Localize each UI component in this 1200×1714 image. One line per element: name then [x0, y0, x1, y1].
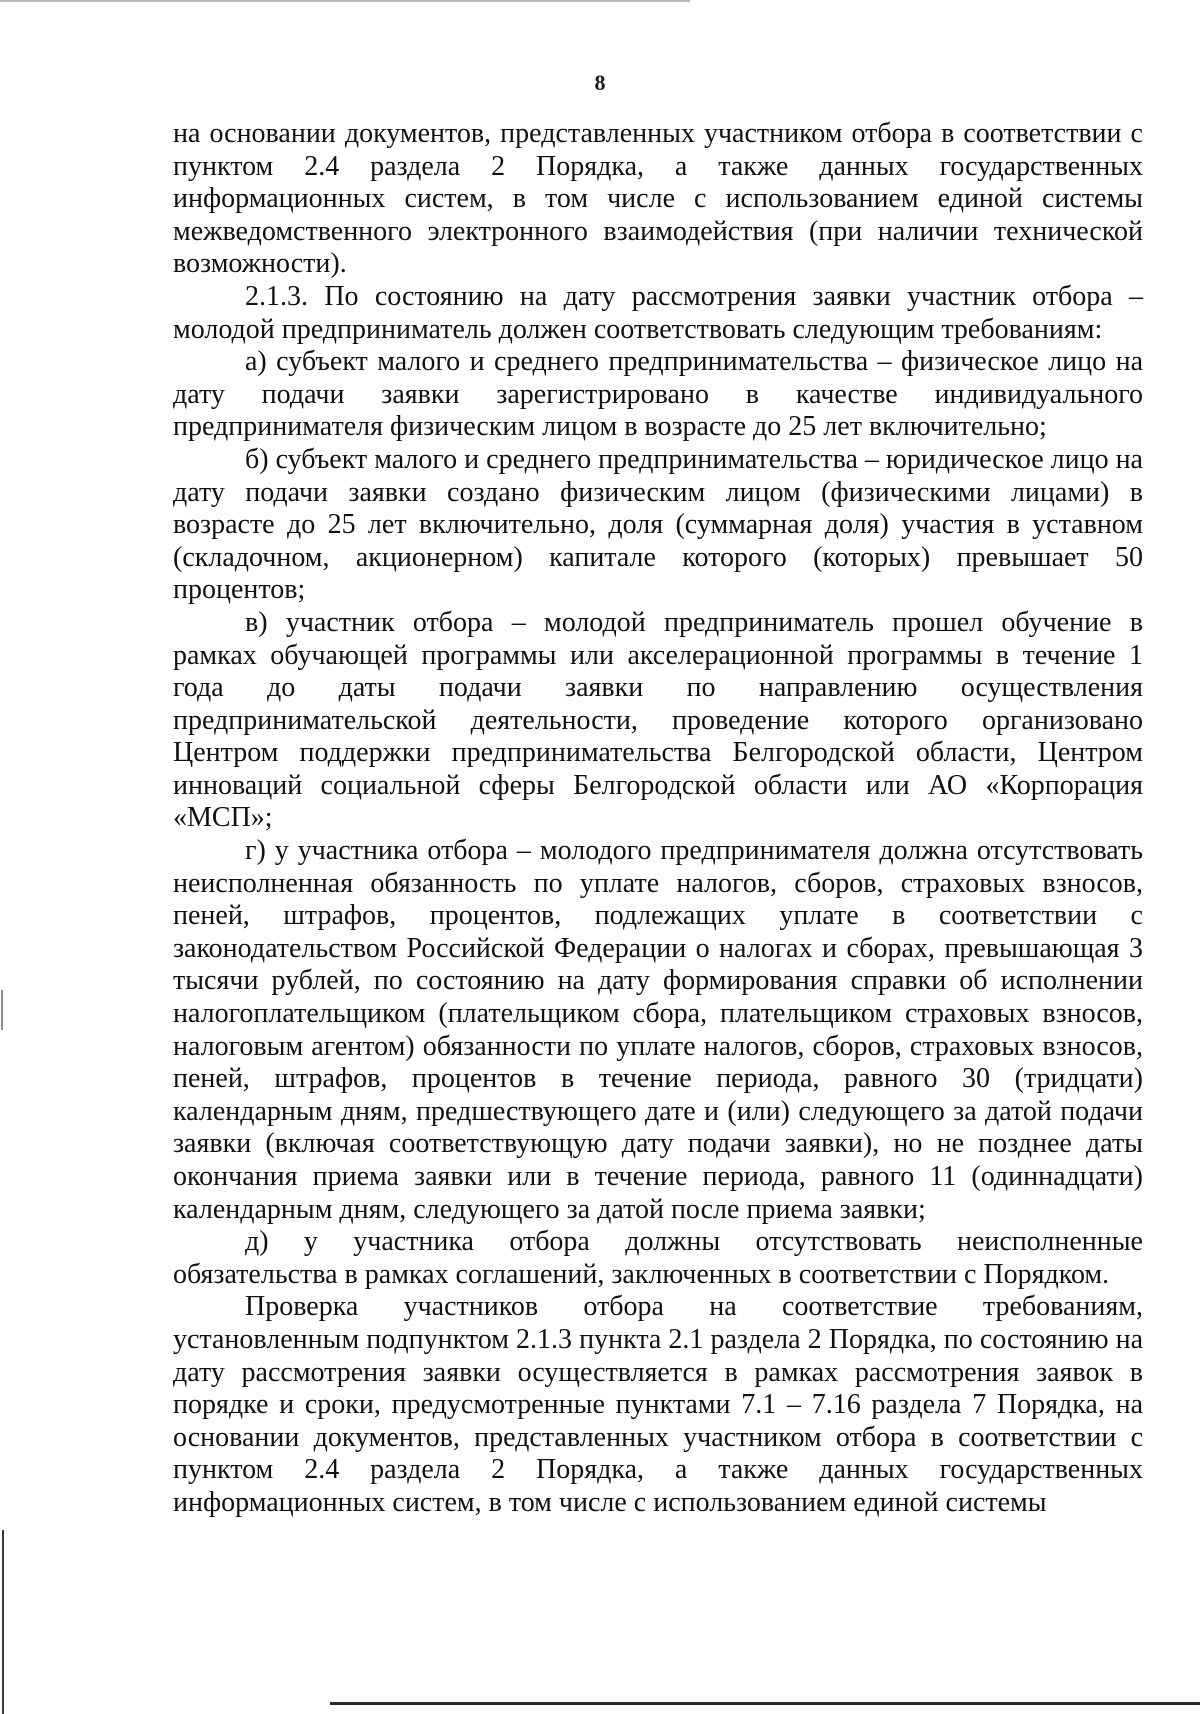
paragraph-item-b: б) субъект малого и среднего предпринимательства – юридическое лицо на дату подачи заявки создано физическим лицом (физическими лицами) в возрасте до 25 лет включительно, доля (суммарная доля) участия в уставном (складочном, акционерном) капитале которого (которых) превышает 50 процентов; — [173, 443, 1143, 606]
scan-artifact-left-edge — [2, 1530, 4, 1714]
paragraph-item-d: д) у участника отбора должны отсутствовать неисполненные обязательства в рамках соглашений, заключенных в соответствии с Порядком. — [173, 1226, 1143, 1290]
scan-artifact-bottom-line — [330, 1702, 1200, 1705]
paragraph-clause-2-1-3: 2.1.3. По состоянию на дату рассмотрения заявки участник отбора – молодой предприниматель должен соответствовать следующим требованиям: — [173, 280, 1143, 345]
page-number: 8 — [594, 70, 606, 95]
scan-artifact-edge-mark — [1, 990, 3, 1030]
document-body — [173, 118, 1143, 1520]
paragraph-verification: Проверка участников отбора на соответствие требованиям, установленным подпунктом 2.1.3 пункта 2.1 раздела 2 Порядка, по состоянию на дату рассмотрения заявки осуществляется в рамках рассмотрения заявок в порядке и сроки, предусмотренные пунктами 7.1 – 7.16 раздела 7 Порядка, на основании документов, представленных участником отбора в соответствии с пунктом 2.4 раздела 2 Порядка, а также данных государственных информационных систем, в том числе с использованием единой системы — [173, 1291, 1143, 1518]
paragraph-item-v: в) участник отбора – молодой предприниматель прошел обучение в рамках обучающей программы или акселерационной программы в течение 1 года до даты подачи заявки по направлению осуществления предпринимательской деятельности, проведение которого организовано Центром поддержки предпринимательства Белгородской области, Центром инноваций социальной сферы Белгородской области или АО «Корпорация «МСП»; — [173, 606, 1143, 834]
paragraph-continuation: на основании документов, представленных участником отбора в соответствии с пунктом 2.4 раздела 2 Порядка, а также данных государственных информационных систем, в том числе с использованием единой системы межведомственного электронного взаимодействия (при наличии технической возможности). — [173, 118, 1143, 280]
paragraph-item-g: г) у участника отбора – молодого предпринимателя должна отсутствовать неисполненная обязанность по уплате налогов, сборов, страховых взносов, пеней, штрафов, процентов, подлежащих уплате в соответствии с законодательством Российской Федерации о налогах и сборах, превышающая 3 тысячи рублей, по состоянию на дату формирования справки об исполнении налогоплательщиком (плательщиком сбора, плательщиком страховых взносов, налоговым агентом) обязанности по уплате налогов, сборов, страховых взносов, пеней, штрафов, процентов в течение периода, равного 30 (тридцати) календарным дням, предшествующего дате и (или) следующего за датой подачи заявки (включая соответствующую дату подачи заявки), но не позднее даты окончания приема заявки или в течение периода, равного 11 (одиннадцати) календарным дням, следующего за датой после приема заявки; — [173, 835, 1143, 1225]
scan-artifact-top-line — [0, 0, 690, 2]
paragraph-item-a: а) субъект малого и среднего предпринимательства – физическое лицо на дату подачи заявки зарегистрировано в качестве индивидуального предпринимателя физическим лицом в возрасте до 25 лет включительно; — [173, 346, 1143, 443]
